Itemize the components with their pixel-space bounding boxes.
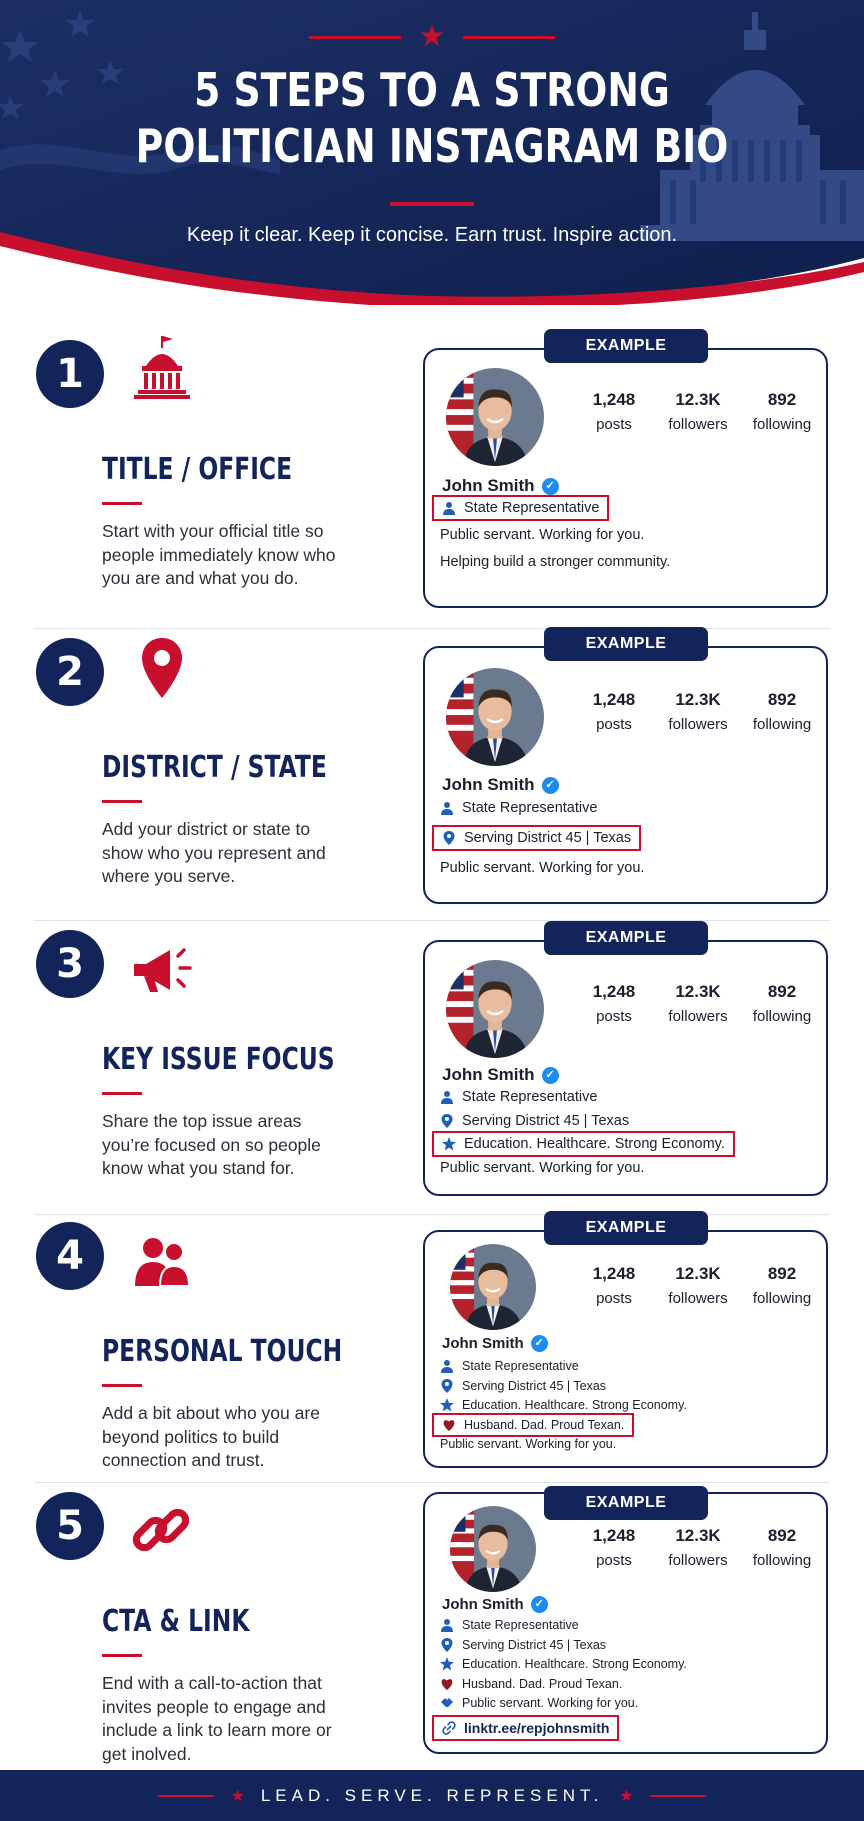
location-pin-icon xyxy=(440,1638,454,1652)
example-tag: EXAMPLE xyxy=(544,329,708,363)
followers-label: followers xyxy=(668,1552,728,1569)
step-number-badge: 4 xyxy=(36,1222,104,1290)
avatar[interactable] xyxy=(446,668,544,766)
bio-line xyxy=(440,1398,687,1412)
bio-line xyxy=(440,1437,616,1451)
following-stat[interactable] xyxy=(740,982,824,1025)
posts-stat[interactable] xyxy=(572,1264,656,1307)
page-title xyxy=(78,62,786,174)
location-pin-icon xyxy=(440,1114,454,1128)
location-pin-icon xyxy=(126,632,198,704)
avatar[interactable] xyxy=(446,960,544,1058)
profile-stats xyxy=(572,1264,824,1307)
heart-icon xyxy=(440,1677,454,1691)
step-number-badge: 5 xyxy=(36,1492,104,1560)
star-icon: ★ xyxy=(230,1787,245,1805)
step-title-rule xyxy=(102,1384,142,1387)
bio-text: State Representative xyxy=(462,1618,579,1632)
bio-text: Serving District 45 | Texas xyxy=(462,1378,607,1393)
bio-text: Public servant. Working for you. xyxy=(462,1696,639,1710)
step-number-badge: 1 xyxy=(36,340,104,408)
posts-label: posts xyxy=(596,1552,632,1569)
star-icon: ★ xyxy=(619,1787,634,1805)
bio-line xyxy=(432,1131,735,1157)
section-divider xyxy=(34,1214,830,1215)
star-icon: ★ xyxy=(418,20,446,53)
following-label: following xyxy=(752,1552,812,1569)
bio-line xyxy=(440,1359,579,1373)
divider-line xyxy=(158,1795,214,1797)
bio-text: Serving District 45 | Texas xyxy=(462,1637,607,1652)
megaphone-icon xyxy=(126,934,198,1006)
bio-line xyxy=(440,1379,606,1393)
bio-text: Public servant. Working for you. xyxy=(440,1437,617,1451)
person-icon xyxy=(440,1090,454,1104)
section-divider xyxy=(34,920,830,921)
bio-line xyxy=(432,1413,634,1437)
posts-count: 1,248 xyxy=(592,982,636,1001)
posts-label: posts xyxy=(596,1290,632,1307)
location-pin-icon xyxy=(440,1379,454,1393)
people-icon xyxy=(126,1226,198,1298)
star-icon xyxy=(442,1137,456,1151)
link-icon xyxy=(126,1496,198,1568)
profile-stats xyxy=(572,390,824,433)
posts-stat[interactable] xyxy=(572,690,656,733)
bio-text: State Representative xyxy=(462,800,598,816)
profile-name xyxy=(442,1596,548,1613)
step-description: Share the top issue areas you’re focused on so people know what you stand for. xyxy=(102,1111,321,1178)
following-count: 892 xyxy=(767,1526,797,1545)
profile-name-text: John Smith xyxy=(442,775,535,794)
handshake-icon xyxy=(440,1696,454,1710)
divider-line xyxy=(650,1795,706,1797)
profile-name xyxy=(442,1065,559,1085)
profile-stats xyxy=(572,982,824,1025)
bio-line xyxy=(440,1160,644,1176)
avatar[interactable] xyxy=(450,1244,536,1330)
step-title: DISTRICT / STATE xyxy=(102,750,327,785)
profile-stats xyxy=(572,1526,824,1569)
bio-line xyxy=(440,800,597,816)
bio-line xyxy=(440,1638,606,1652)
profile-name xyxy=(442,476,559,496)
posts-label: posts xyxy=(596,1008,632,1025)
following-count: 892 xyxy=(767,1264,797,1283)
following-count: 892 xyxy=(767,390,797,409)
header-banner xyxy=(0,0,864,305)
following-count: 892 xyxy=(767,690,797,709)
example-tag: EXAMPLE xyxy=(544,1486,708,1520)
example-tag: EXAMPLE xyxy=(544,1211,708,1245)
posts-stat[interactable] xyxy=(572,982,656,1025)
following-label: following xyxy=(752,1008,812,1025)
bio-line xyxy=(440,1618,579,1632)
verified-badge-icon: ✓ xyxy=(531,1335,548,1352)
followers-stat[interactable] xyxy=(656,1264,740,1307)
following-count: 892 xyxy=(767,982,797,1001)
step-title: CTA & LINK xyxy=(102,1604,250,1639)
bio-text: State Representative xyxy=(462,1359,579,1373)
link-icon xyxy=(442,1721,456,1735)
example-tag: EXAMPLE xyxy=(544,627,708,661)
step-description: Add your district or state to show who you represent and where you serve. xyxy=(102,819,326,886)
header-star-divider xyxy=(0,22,864,52)
bio-text: Education. Healthcare. Strong Economy. xyxy=(464,1136,725,1152)
followers-count: 12.3K xyxy=(675,690,721,709)
following-stat[interactable] xyxy=(740,690,824,733)
avatar[interactable] xyxy=(450,1506,536,1592)
section-divider xyxy=(34,628,830,629)
bio-text: State Representative xyxy=(464,500,600,516)
profile-name-text: John Smith xyxy=(442,476,535,495)
bio-line xyxy=(432,495,609,521)
person-icon xyxy=(440,1618,454,1632)
capitol-icon xyxy=(126,332,198,404)
followers-label: followers xyxy=(668,716,728,733)
following-stat[interactable] xyxy=(740,1526,824,1569)
followers-stat[interactable] xyxy=(656,690,740,733)
example-tag: EXAMPLE xyxy=(544,921,708,955)
bio-line xyxy=(440,1677,622,1691)
followers-stat[interactable] xyxy=(656,1526,740,1569)
title-underline xyxy=(390,202,474,206)
bio-line xyxy=(440,527,644,543)
bio-text: Public servant. Working for you. xyxy=(440,527,645,543)
following-stat[interactable] xyxy=(740,390,824,433)
step-title: PERSONAL TOUCH xyxy=(102,1334,343,1369)
star-icon xyxy=(440,1398,454,1412)
bio-line xyxy=(440,1657,687,1671)
verified-badge-icon: ✓ xyxy=(531,1596,548,1613)
divider-line xyxy=(463,36,555,39)
following-label: following xyxy=(752,416,812,433)
step-number-badge: 3 xyxy=(36,930,104,998)
location-pin-icon xyxy=(442,831,456,845)
followers-label: followers xyxy=(668,1290,728,1307)
posts-count: 1,248 xyxy=(592,1526,636,1545)
followers-label: followers xyxy=(668,416,728,433)
followers-count: 12.3K xyxy=(675,390,721,409)
person-icon xyxy=(442,501,456,515)
title-line-2: POLITICIAN INSTAGRAM BIO xyxy=(135,119,729,173)
bio-line xyxy=(432,825,641,851)
profile-name-text: John Smith xyxy=(442,1335,524,1352)
profile-name-text: John Smith xyxy=(442,1596,524,1613)
posts-count: 1,248 xyxy=(592,390,636,409)
verified-badge-icon: ✓ xyxy=(542,478,559,495)
bio-text: State Representative xyxy=(462,1089,598,1105)
followers-count: 12.3K xyxy=(675,982,721,1001)
bio-text: linktr.ee/repjohnsmith xyxy=(464,1719,610,1736)
bio-text: Husband. Dad. Proud Texan. xyxy=(462,1676,623,1691)
bio-text: Helping build a stronger community. xyxy=(440,554,671,570)
divider-line xyxy=(309,36,401,39)
step-description: End with a call-to-action that invites people to engage and include a link to learn more or get inolved. xyxy=(102,1673,332,1764)
verified-badge-icon: ✓ xyxy=(542,1067,559,1084)
following-label: following xyxy=(752,716,812,733)
person-icon xyxy=(440,1359,454,1373)
step-title-rule xyxy=(102,502,142,505)
posts-count: 1,248 xyxy=(592,690,636,709)
step-title-rule xyxy=(102,800,142,803)
step-number-badge: 2 xyxy=(36,638,104,706)
star-icon xyxy=(440,1657,454,1671)
step-title: KEY ISSUE FOCUS xyxy=(102,1042,335,1077)
bio-line xyxy=(440,860,644,876)
bio-line xyxy=(440,1089,597,1105)
posts-stat[interactable] xyxy=(572,390,656,433)
bio-text: Public servant. Working for you. xyxy=(440,860,645,876)
profile-name xyxy=(442,775,559,795)
followers-count: 12.3K xyxy=(675,1526,721,1545)
bio-text: Education. Healthcare. Strong Economy. xyxy=(462,1398,687,1412)
step-description: Start with your official title so people immediately know who you are and what you do. xyxy=(102,521,336,588)
step-title-rule xyxy=(102,1654,142,1657)
bio-line xyxy=(440,1696,638,1710)
bio-text: Serving District 45 | Texas xyxy=(462,1112,630,1129)
verified-badge-icon: ✓ xyxy=(542,777,559,794)
profile-name xyxy=(442,1335,548,1352)
posts-count: 1,248 xyxy=(592,1264,636,1283)
posts-label: posts xyxy=(596,716,632,733)
followers-label: followers xyxy=(668,1008,728,1025)
bio-text: Serving District 45 | Texas xyxy=(464,830,632,846)
footer-bar xyxy=(0,1770,864,1821)
page-subtitle: Keep it clear. Keep it concise. Earn trust. Inspire action. xyxy=(186,224,678,246)
followers-count: 12.3K xyxy=(675,1264,721,1283)
following-label: following xyxy=(752,1290,812,1307)
profile-stats xyxy=(572,690,824,733)
bio-text: Public servant. Working for you. xyxy=(440,1159,645,1176)
section-divider xyxy=(34,1482,830,1483)
avatar[interactable] xyxy=(446,368,544,466)
bio-link[interactable] xyxy=(432,1715,619,1741)
person-icon xyxy=(440,801,454,815)
following-stat[interactable] xyxy=(740,1264,824,1307)
footer-slogan: LEAD. SERVE. REPRESENT. xyxy=(260,1785,604,1805)
step-description: Add a bit about who you are beyond politics to build connection and trust. xyxy=(102,1403,320,1470)
title-line-1: 5 STEPS TO A STRONG xyxy=(194,63,670,117)
profile-name-text: John Smith xyxy=(442,1065,535,1084)
followers-stat[interactable] xyxy=(656,390,740,433)
bio-line xyxy=(440,554,670,570)
bio-text: Husband. Dad. Proud Texan. xyxy=(464,1417,625,1432)
heart-icon xyxy=(442,1418,456,1432)
posts-stat[interactable] xyxy=(572,1526,656,1569)
bio-text: Education. Healthcare. Strong Economy. xyxy=(462,1657,687,1671)
bio-line xyxy=(440,1113,629,1129)
step-title-rule xyxy=(102,1092,142,1095)
posts-label: posts xyxy=(596,416,632,433)
followers-stat[interactable] xyxy=(656,982,740,1025)
step-title: TITLE / OFFICE xyxy=(102,452,293,487)
